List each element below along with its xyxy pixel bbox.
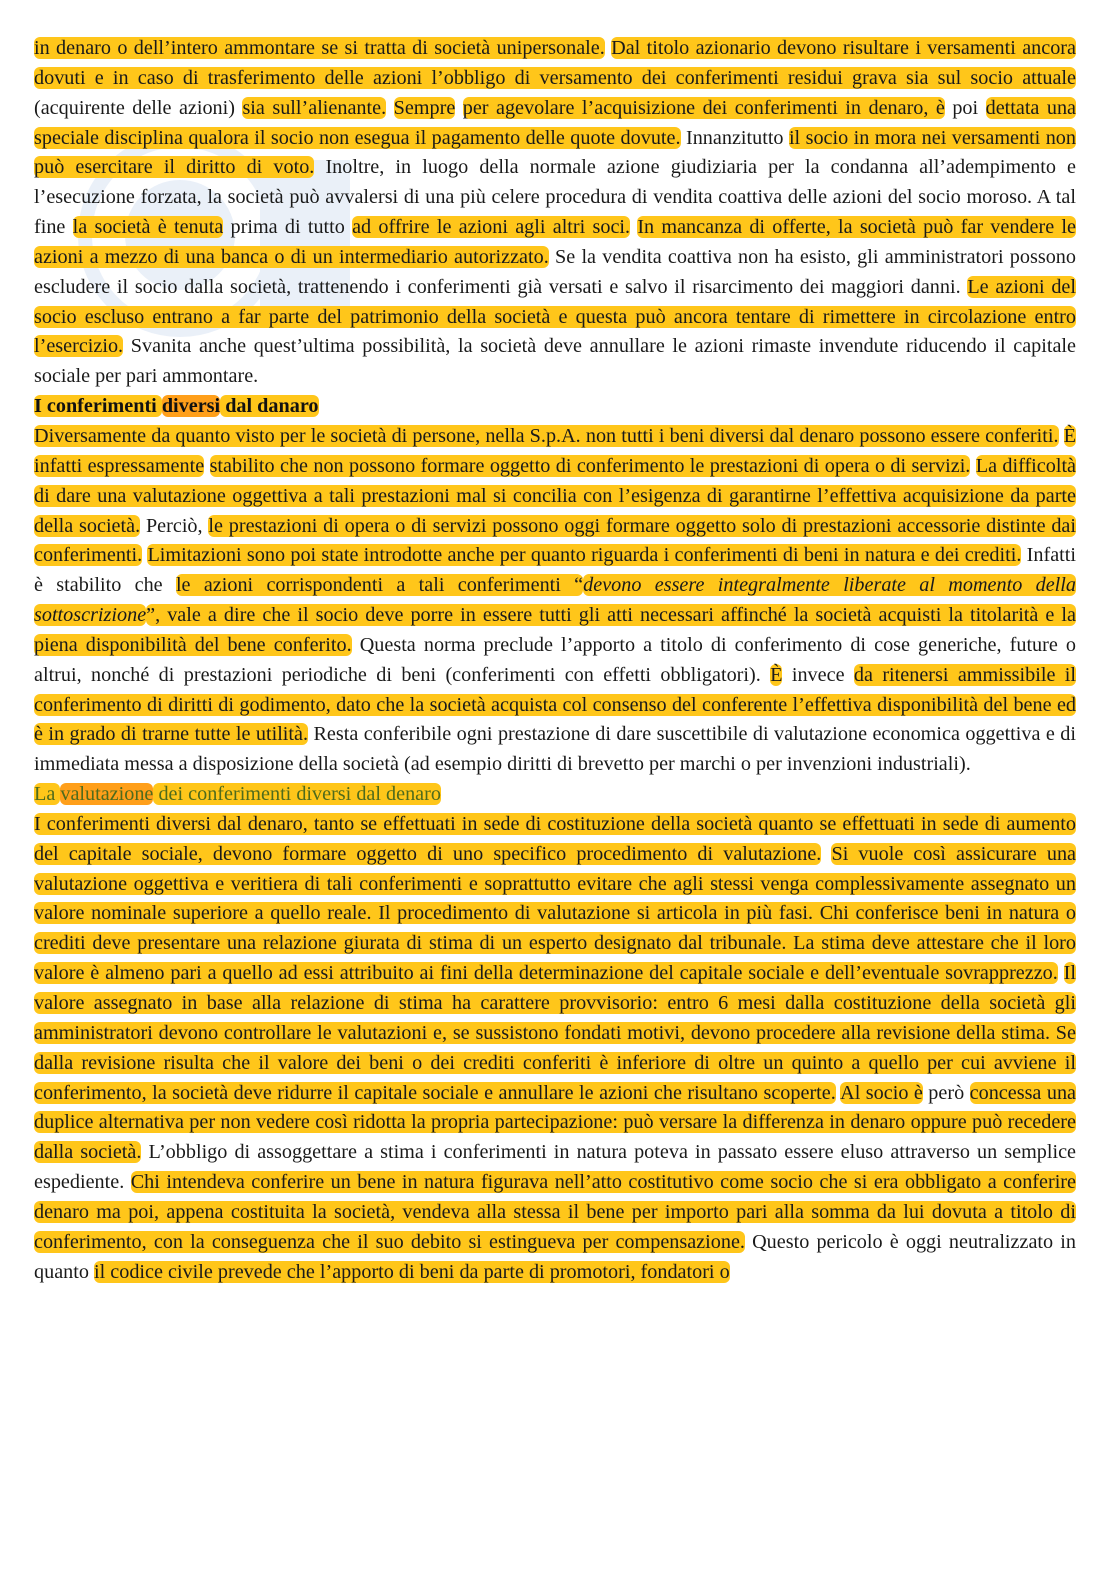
highlighted-text: il codice civile prevede che l’apporto di beni da parte di promotori, fondatori o <box>94 1260 730 1283</box>
highlighted-text: le prestazioni di opera o di servizi possono oggi formare oggetto solo di prestazioni accessorie distinte dai conferimenti. <box>34 514 1077 567</box>
highlighted-text: Limitazioni sono poi state introdotte anche per quanto riguarda i conferimenti di beni in natura e dei crediti. <box>147 544 1022 567</box>
highlighted-text: La <box>34 783 61 806</box>
text-run <box>386 97 393 119</box>
text-run <box>821 843 831 865</box>
paragraph-versamenti <box>34 34 1076 392</box>
text-run <box>204 455 209 477</box>
highlighted-text: dei conferimenti diversi dal denaro <box>153 783 441 806</box>
highlighted-text: Al socio è <box>840 1081 923 1104</box>
highlighted-text: le azioni corrispondenti a tali conferimenti “ <box>175 574 584 597</box>
text-run: (acquirente delle azioni) <box>34 96 243 119</box>
text-run <box>455 97 462 119</box>
highlighted-text: sia sull’alienante. <box>242 96 387 119</box>
highlighted-text: È <box>770 663 783 686</box>
highlighted-text: per agevolare l’acquisizione dei conferimenti in denaro, è <box>462 96 945 119</box>
highlighted-text: Si vuole così assicurare una valutazione oggettiva e veritiera di tali conferimenti e soprattutto evitare che agli stessi venga complessivamente assegnato un valore nominale superiore a quello reale. Il procedimento di valutazione si articola in più fasi. Chi conferisce beni in natura o crediti deve presentare una relazione giurata di stima di un esperto designato dal tribunale. La stima deve attestare che il loro valore è almeno pari a quello ad essi attribuito ai fini della determinazione del capitale sociale e dell’eventuale sovrapprezzo. <box>34 842 1077 985</box>
highlighted-text: È infatti espressamente <box>34 424 1076 477</box>
highlighted-text: dal danaro <box>220 395 319 418</box>
paragraph-valutazione <box>34 810 1076 1288</box>
text-run: Questa norma preclude l’apporto a titolo di conferimento di cose generiche, future o altrui, nonché di prestazioni periodiche di beni (conferimenti con effetti obbligatori). <box>34 633 1076 686</box>
highlighted-text: Diversamente da quanto visto per le società di persone, nella S.p.A. non tutti i beni diversi dal denaro possono essere conferiti. <box>34 424 1059 447</box>
section-heading-conferimenti-diversi <box>34 392 1076 422</box>
highlighted-text: Sempre <box>393 96 456 119</box>
highlighted-text: I conferimenti diversi dal denaro, tanto se effettuati in sede di costituzione della società quanto se effettuati in sede di aumento del capitale sociale, devono formare oggetto di uno specifico procedimento di valutazione. <box>34 812 1076 865</box>
highlighted-text: Il valore assegnato in base alla relazione di stima ha carattere provvisorio: entro 6 mesi dalla costituzione della società gli amministratori devono controllare le valutazioni e, se sussistono fondati motivi, devono procedere alla revisione della stima. Se dalla revisione risulta che il valore dei beni o dei crediti conferiti è inferiore di oltre un quinto a quello per cui avviene il conferimento, la società deve ridurre il capitale sociale e annullare le azioni che risultano scoperte. <box>34 962 1076 1104</box>
text-run: però <box>922 1081 970 1104</box>
text-run: prima di tutto <box>223 216 353 239</box>
highlighted-text: La difficoltà di dare una valutazione oggettiva a tali prestazioni mal si concilia con l’esigenza di garantirne l’effettiva acquisizione da parte della società. <box>34 454 1077 537</box>
text-run: Questo pericolo è oggi neutralizzato in quanto <box>34 1230 1076 1283</box>
text-run: Perciò, <box>140 514 209 537</box>
highlighted-text: concessa una duplice alternativa per non vedere così ridotta la propria partecipazione: può versare la differenza in denaro oppure può recedere dalla società. <box>34 1081 1077 1164</box>
text-run <box>1058 962 1064 984</box>
text-run <box>1059 425 1064 447</box>
highlighted-text: Chi intendeva conferire un bene in natura figurava nell’atto costitutivo come socio che si era obbligato a conferire denaro ma poi, appena costituita la società, vendeva alla stessa il bene per importo pari alla somma da lui dovuta a titolo di conferimento, con la conseguenza che il suo debito si estingueva per compensazione. <box>34 1171 1076 1253</box>
text-run: Infatti è stabilito che <box>34 544 1077 597</box>
document-page <box>34 34 1076 1287</box>
text-run: invece <box>782 663 854 686</box>
section-heading-valutazione <box>34 780 1076 810</box>
highlighted-text: ad offrire le azioni agli altri soci. <box>352 216 631 239</box>
highlighted-text: valutazione <box>60 783 154 806</box>
highlighted-text: Dal titolo azionario devono risultare i versamenti ancora dovuti e in caso di trasferimento delle azioni l’obbligo di versamento dei conferimenti residui grava sia sul socio attuale <box>34 37 1076 89</box>
highlighted-text: il socio in mora nei versamenti non può esercitare il diritto di voto. <box>34 126 1076 179</box>
highlighted-text: Le azioni del socio escluso entrano a far parte del patrimonio della società e questa può ancora tentare di rimettere in circolazione entro l’esercizio. <box>34 275 1076 358</box>
text-run: Resta conferibile ogni prestazione di dare suscettibile di valutazione economica oggettiva e di immediata messa a disposizione della società (ad esempio diritti di brevetto per marchi o per invenzioni industriali). <box>34 723 1076 776</box>
highlighted-text: ”, vale a dire che il socio deve porre in essere tutti gli atti necessari affinché la società acquisti la titolarità e la piena disponibilità del bene conferito. <box>34 604 1076 656</box>
highlighted-text: in denaro o dell’intero ammontare se si tratta di società unipersonale. <box>34 37 605 59</box>
text-run: Innanzitutto <box>680 126 789 149</box>
highlighted-text: stabilito che non possono formare oggetto di conferimento le prestazioni di opera o di servizi. <box>209 454 971 477</box>
paragraph-conferimenti-diversi <box>34 422 1076 780</box>
highlighted-text: devono essere integralmente liberate al momento della sottoscrizione <box>34 574 1076 627</box>
text-run: Svanita anche quest’ultima possibilità, la società deve annullare le azioni rimaste invendute riducendo il capitale sociale per pari ammontare. <box>34 335 1076 388</box>
text-run: L’obbligo di assoggettare a stima i conferimenti in natura poteva in passato essere eluso attraverso un semplice espediente. <box>34 1141 1077 1194</box>
highlighted-text: la società è tenuta <box>72 216 224 239</box>
highlighted-text: da ritenersi ammissibile il conferimento di diritti di godimento, dato che la società acquista col consenso del conferente l’effettiva disponibilità del bene ed è in grado di trarne tutte le utilità. <box>34 663 1076 746</box>
highlighted-text: dettata una speciale disciplina qualora il socio non esegua il pagamento delle quote dovute. <box>34 96 1077 149</box>
highlighted-text: In mancanza di offerte, la società può far vendere le azioni a mezzo di una banca o di un intermediario autorizzato. <box>34 216 1076 268</box>
text-run: Se la vendita coattiva non ha esisto, gli amministratori possono escludere il socio dalla società, trattenendo i conferimenti già versati e salvo il risarcimento dei maggiori danni. <box>34 245 1076 298</box>
text-run: poi <box>944 96 986 119</box>
highlighted-text: I conferimenti <box>34 395 162 418</box>
text-run: Inoltre, in luogo della normale azione giudiziaria per la condanna all’adempimento e l’esecuzione forzata, la società può avvalersi di una più celere procedura di vendita coattiva delle azioni del socio moroso. A tal fine <box>34 156 1076 239</box>
text-run <box>970 455 975 477</box>
highlighted-text: diversi <box>161 395 221 418</box>
